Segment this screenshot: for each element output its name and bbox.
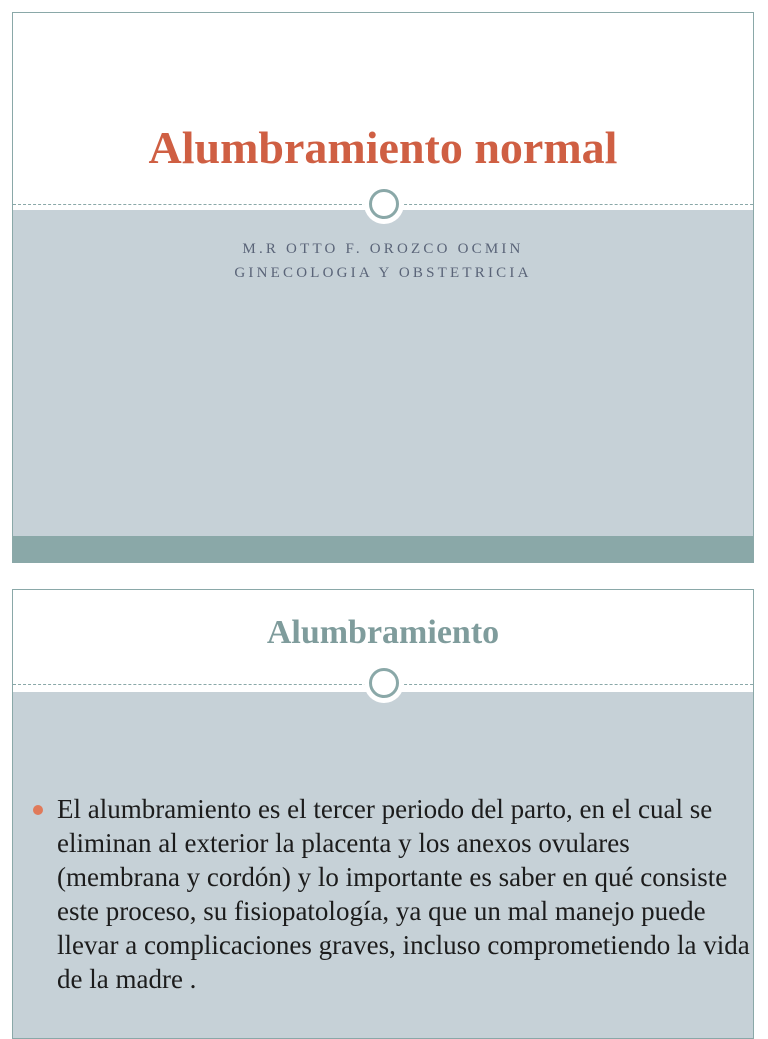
ring-ornament-icon xyxy=(364,184,404,224)
slide-1-body-area xyxy=(13,210,753,562)
slide-2 xyxy=(12,589,754,1039)
slide-2-title: Alumbramiento xyxy=(266,614,500,651)
bullet-item xyxy=(33,792,753,996)
slide-1-title-area xyxy=(13,13,753,210)
slide-1 xyxy=(12,12,754,563)
slide-1-subtitle-author: M.R OTTO F. OROZCO OCMIN xyxy=(242,241,524,257)
slide-1-subtitle-department: GINECOLOGIA Y OBSTETRICIA xyxy=(234,265,532,281)
bullet-dot-icon xyxy=(33,805,43,815)
ring-ornament-icon xyxy=(364,663,404,703)
slide-1-bottom-band xyxy=(13,536,753,562)
slide-1-title: Alumbramiento normal xyxy=(148,122,618,173)
bullet-text: El alumbramiento es el tercer periodo del parto, en el cual se eliminan al exterior la placenta y los anexos ovulares (membrana y cordón) y lo importante es saber en qué consiste este proceso, su fisiopatología, ya que un mal manejo puede llevar a complicaciones graves, incluso comprometiendo la vida de la madre . xyxy=(57,794,750,994)
